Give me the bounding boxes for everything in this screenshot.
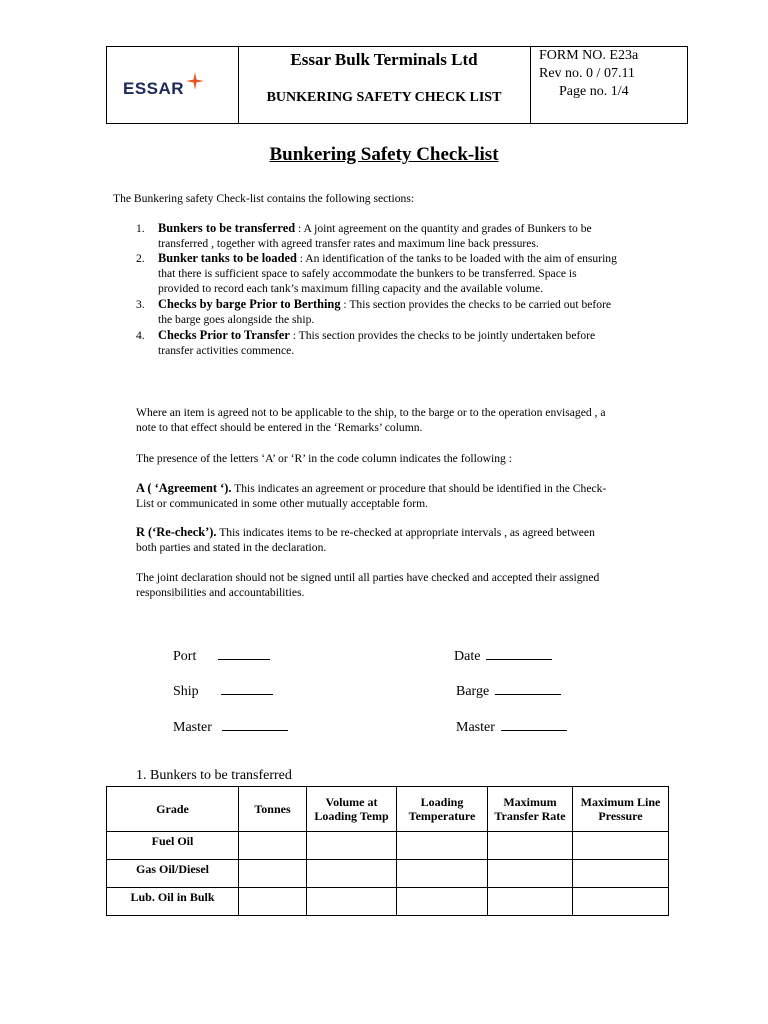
code-r-text: This indicates items to be re-checked at appropriate intervals , as agreed between <box>216 526 595 539</box>
table-cell[interactable] <box>239 832 307 860</box>
section-text: : An identification of the tanks to be loaded with the aim of ensuring <box>296 252 617 265</box>
declaration-text: The joint declaration should not be signed until all parties have checked and accepted their assigned <box>136 571 600 584</box>
logo-cell <box>107 47 239 123</box>
section-name: Checks by barge Prior to Berthing <box>158 297 341 311</box>
form-info-cell <box>530 47 689 123</box>
ship-blank[interactable] <box>221 680 273 695</box>
table-cell[interactable] <box>397 860 488 888</box>
section-name: Bunkers to be transferred <box>158 221 296 235</box>
header-box <box>106 46 688 124</box>
intro-text: The Bunkering safety Check-list contains the following sections: <box>113 192 415 205</box>
form-number: FORM NO. E23a <box>539 48 639 63</box>
table-cell[interactable] <box>307 860 397 888</box>
barge-blank[interactable] <box>495 680 561 695</box>
table-cell[interactable] <box>488 860 573 888</box>
table-heading: 1. Bunkers to be transferred <box>136 768 292 783</box>
table-cell[interactable] <box>307 888 397 916</box>
section-text: : A joint agreement on the quantity and grades of Bunkers to be <box>295 222 592 235</box>
page-number: Page no. 1/4 <box>559 84 629 99</box>
section-text: the barge goes alongside the ship. <box>158 313 315 326</box>
ship-field[interactable] <box>173 680 273 700</box>
master-left-field[interactable] <box>173 716 288 736</box>
section-text: : This section provides the checks to be jointly undertaken before <box>289 329 596 342</box>
essar-star-icon <box>185 71 205 91</box>
section-name: Checks Prior to Transfer <box>158 328 290 342</box>
table-row <box>107 832 669 860</box>
table-header-row <box>107 787 669 832</box>
section-text: : This section provides the checks to be carried out before <box>340 298 612 311</box>
master-left-label: Master <box>173 720 212 735</box>
section-name: Bunker tanks to be loaded <box>158 251 297 265</box>
table-row <box>107 888 669 916</box>
code-a-label: A ( ‘Agreement ‘). <box>136 481 232 495</box>
table-cell[interactable] <box>239 860 307 888</box>
table-cell[interactable] <box>573 832 669 860</box>
grade-cell: Gas Oil/Diesel <box>107 860 239 888</box>
letters-text: The presence of the letters ‘A’ or ‘R’ in the code column indicates the following : <box>136 452 512 465</box>
table-cell[interactable] <box>573 888 669 916</box>
table-cell[interactable] <box>397 888 488 916</box>
code-r-line <box>136 525 595 540</box>
master-right-blank[interactable] <box>501 716 567 731</box>
grade-cell: Lub. Oil in Bulk <box>107 888 239 916</box>
date-label: Date <box>454 649 481 664</box>
grade-cell: Fuel Oil <box>107 832 239 860</box>
column-header: Loading Temperature <box>397 787 488 832</box>
declaration-text: responsibilities and accountabilities. <box>136 586 305 599</box>
list-line <box>158 297 611 312</box>
section-text: transferred , together with agreed transfer rates and maximum line back pressures. <box>158 237 539 250</box>
date-field[interactable] <box>454 645 552 665</box>
essar-logo: ESSAR <box>123 79 185 98</box>
code-a-text: This indicates an agreement or procedure that should be identified in the Check- <box>231 482 607 495</box>
port-field[interactable] <box>173 645 270 665</box>
table-cell[interactable] <box>239 888 307 916</box>
master-right-field[interactable] <box>456 716 567 736</box>
barge-field[interactable] <box>456 680 561 700</box>
revision-number: Rev no. 0 / 07.11 <box>539 66 635 81</box>
list-number: 1. <box>136 222 145 235</box>
ship-label: Ship <box>173 684 199 699</box>
master-right-label: Master <box>456 720 495 735</box>
list-line <box>158 328 595 343</box>
barge-label: Barge <box>456 684 490 699</box>
column-header: Tonnes <box>239 787 307 832</box>
column-header: Volume at Loading Temp <box>307 787 397 832</box>
table-cell[interactable] <box>397 832 488 860</box>
table-cell[interactable] <box>573 860 669 888</box>
port-label: Port <box>173 649 197 664</box>
column-header: Maximum Line Pressure <box>573 787 669 832</box>
code-r-label: R (‘Re-check’). <box>136 525 217 539</box>
date-blank[interactable] <box>486 645 552 660</box>
table-cell[interactable] <box>488 832 573 860</box>
bunkers-table <box>106 786 669 916</box>
code-a-line <box>136 481 606 496</box>
port-blank[interactable] <box>218 645 270 660</box>
table-cell[interactable] <box>307 832 397 860</box>
column-header: Grade <box>107 787 239 832</box>
list-number: 3. <box>136 298 145 311</box>
applicable-text: Where an item is agreed not to be applicable to the ship, to the barge or to the operation envisaged , a <box>136 406 606 419</box>
list-line <box>158 251 617 266</box>
table-row <box>107 860 669 888</box>
list-number: 2. <box>136 252 145 265</box>
table-cell[interactable] <box>488 888 573 916</box>
code-r-text: both parties and stated in the declaration. <box>136 541 327 554</box>
section-text: transfer activities commence. <box>158 344 295 357</box>
section-text: that there is sufficient space to safely accommodate the bunkers to be transferred. Space is <box>158 267 577 280</box>
applicable-text: note to that effect should be entered in the ‘Remarks’ column. <box>136 421 423 434</box>
code-a-text: List or communicated in some other mutually acceptable form. <box>136 497 429 510</box>
list-line <box>158 221 592 236</box>
document-title: BUNKERING SAFETY CHECK LIST <box>266 90 502 105</box>
page-title: Bunkering Safety Check-list <box>269 144 499 165</box>
column-header: Maximum Transfer Rate <box>488 787 573 832</box>
list-number: 4. <box>136 329 145 342</box>
company-name: Essar Bulk Terminals Ltd <box>290 50 478 69</box>
section-text: provided to record each tank’s maximum filling capacity and the available volume. <box>158 282 544 295</box>
master-left-blank[interactable] <box>222 716 288 731</box>
